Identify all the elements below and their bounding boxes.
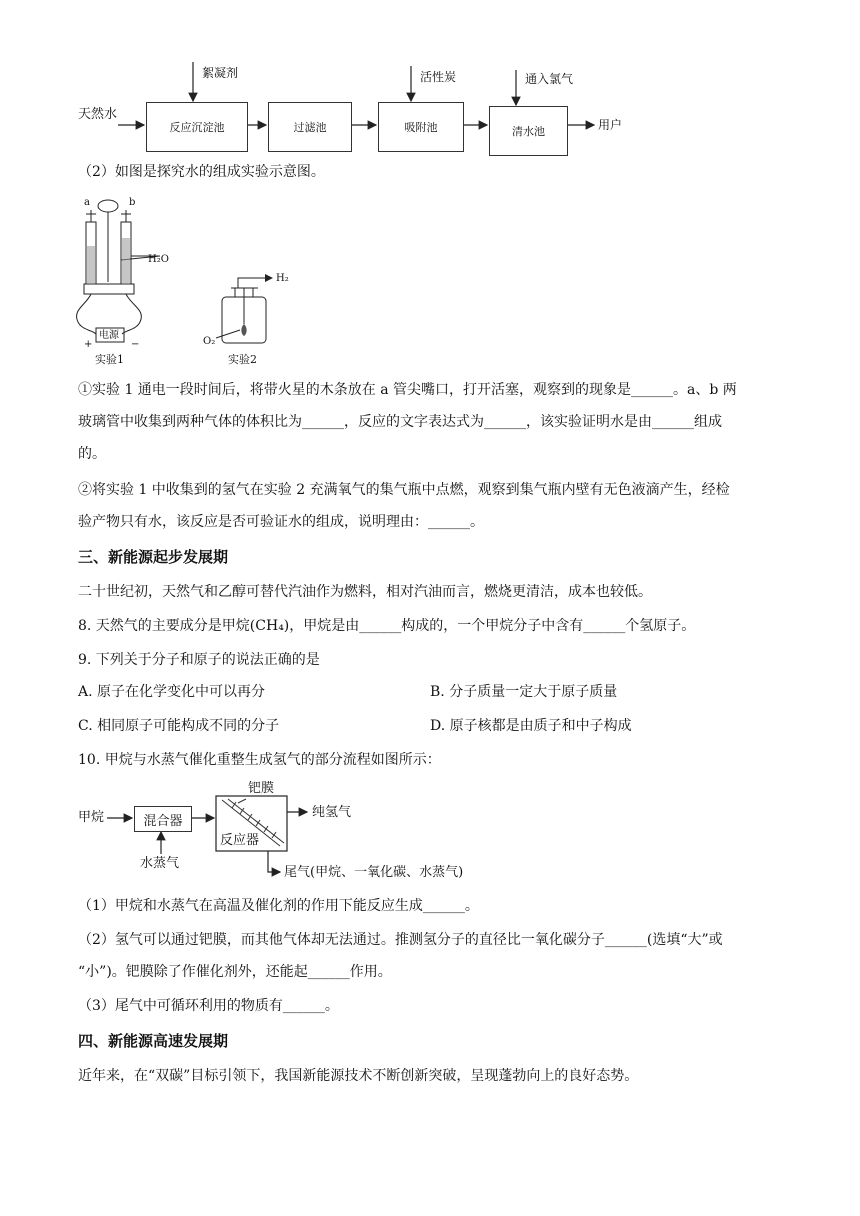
tube-b-label: b	[129, 197, 136, 208]
tail-gas-label: 尾气(甲烷、一氧化碳、水蒸气)	[284, 865, 464, 880]
question9: 9. 下列关于分子和原子的说法正确的是	[78, 652, 320, 668]
section3-heading: 三、新能源起步发展期	[78, 548, 229, 566]
water-label: H₂O	[148, 254, 169, 265]
adsorption-tank: 吸附池	[378, 102, 464, 152]
reaction-settling-tank: 反应沉淀池	[146, 102, 248, 152]
membrane-label: 钯膜	[248, 781, 275, 796]
section4-heading: 四、新能源高速发展期	[78, 1032, 229, 1050]
q9-option-d: D. 原子核都是由质子和中子构成	[430, 718, 632, 734]
question8: 8. 天然气的主要成分是甲烷(CH₄)，甲烷是由______构成的，一个甲烷分子中含有______个氢原子。	[78, 618, 696, 634]
h2-label: H₂	[276, 273, 289, 284]
q9-option-a: A. 原子在化学变化中可以再分	[78, 684, 266, 700]
o2-label: O₂	[203, 336, 216, 347]
experiment1-caption: 实验1	[95, 353, 124, 366]
q10-3: （3）尾气中可循环利用的物质有______。	[78, 998, 339, 1014]
flocculant-label: 絮凝剂	[202, 66, 239, 80]
question10: 10. 甲烷与水蒸气催化重整生成氢气的部分流程如图所示：	[78, 752, 441, 768]
q2-1-line3: 的。	[78, 446, 106, 462]
mixer-box: 混合器	[134, 806, 192, 832]
clean-water-tank: 清水池	[489, 106, 568, 156]
chlorine-label: 通入氯气	[525, 72, 574, 86]
q2-1-line1: ①实验 1 通电一段时间后，将带火星的木条放在 a 管尖嘴口，打开活塞，观察到的现象是______。a、b 两	[78, 382, 737, 398]
q2-1-line2: 玻璃管中收集到两种气体的体积比为______，反应的文字表达式为______，该实验证明水是由______组成	[78, 414, 722, 430]
methane-label: 甲烷	[78, 810, 105, 825]
tube-a-label: a	[84, 197, 90, 208]
source-label: 天然水	[78, 107, 118, 122]
plus-sign: +	[84, 339, 93, 350]
q10-2-line2: “小”)。钯膜除了作催化剂外，还能起______作用。	[78, 964, 392, 980]
minus-sign: −	[131, 339, 140, 350]
section4-intro: 近年来，在“双碳”目标引领下，我国新能源技术不断创新突破，呈现蓬勃向上的良好态势。	[78, 1068, 639, 1084]
user-label: 用户	[598, 118, 623, 132]
q10-1: （1）甲烷和水蒸气在高温及催化剂的作用下能反应生成______。	[78, 898, 479, 914]
filter-tank: 过滤池	[268, 102, 352, 152]
q9-option-b: B. 分子质量一定大于原子质量	[430, 684, 618, 700]
q9-option-c: C. 相同原子可能构成不同的分子	[78, 718, 280, 734]
steam-label: 水蒸气	[140, 856, 180, 871]
q10-2-line1: （2）氢气可以通过钯膜，而其他气体却无法通过。推测氢分子的直径比一氧化碳分子______(选填“大”或	[78, 932, 723, 948]
experiment2-caption: 实验2	[228, 353, 257, 366]
section3-intro: 二十世纪初，天然气和乙醇可替代汽油作为燃料，相对汽油而言，燃烧更清洁，成本也较低。	[78, 584, 652, 600]
q2-2-line1: ②将实验 1 中收集到的氢气在实验 2 充满氧气的集气瓶中点燃，观察到集气瓶内壁有无色液滴产生，经检	[78, 482, 730, 498]
power-supply-label: 电源	[99, 330, 119, 341]
reactor-label: 反应器	[220, 833, 260, 848]
q2-2-line2: 验产物只有水，该反应是否可验证水的组成，说明理由：______。	[78, 514, 484, 530]
activated-carbon-label: 活性炭	[420, 70, 457, 84]
pure-h2-label: 纯氢气	[312, 805, 352, 820]
q2-intro: （2）如图是探究水的组成实验示意图。	[78, 164, 325, 180]
